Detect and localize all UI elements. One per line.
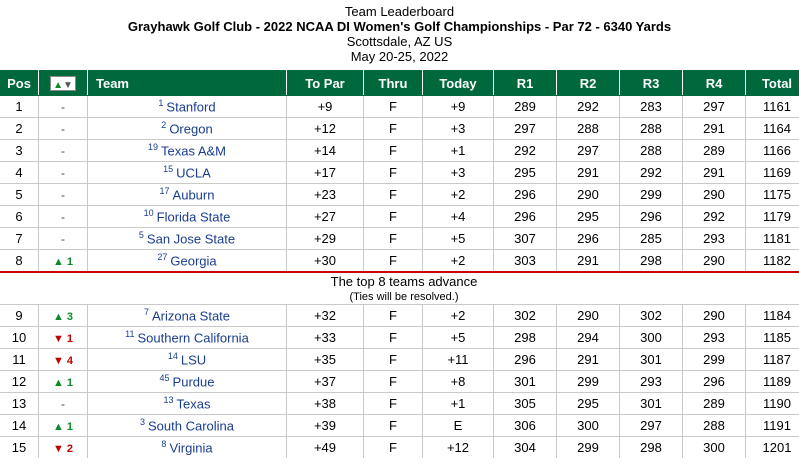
team-seed: 17 bbox=[159, 186, 170, 197]
column-header-move[interactable] bbox=[39, 71, 88, 96]
cell-r3: 288 bbox=[620, 140, 683, 162]
cell-pos: 11 bbox=[0, 349, 39, 371]
cell-total: 1187 bbox=[746, 349, 799, 371]
cell-move: ▲ 1 bbox=[39, 415, 88, 437]
cell-r2: 294 bbox=[557, 327, 620, 349]
table-row[interactable] bbox=[0, 371, 799, 393]
cell-r2: 291 bbox=[557, 250, 620, 273]
cell-pos: 9 bbox=[0, 305, 39, 327]
cell-total: 1166 bbox=[746, 140, 799, 162]
cell-move: ▼ 1 bbox=[39, 327, 88, 349]
cell-to-par: +35 bbox=[287, 349, 364, 371]
team-seed: 2 bbox=[161, 120, 167, 131]
team-name[interactable]: Georgia bbox=[170, 253, 217, 269]
cell-move: - bbox=[39, 140, 88, 162]
header-line-4: May 20-25, 2022 bbox=[350, 49, 449, 64]
cell-thru: F bbox=[364, 415, 423, 437]
cell-r3: 300 bbox=[620, 327, 683, 349]
cell-to-par: +23 bbox=[287, 184, 364, 206]
header-line-2: Grayhawk Golf Club - 2022 NCAA DI Women's Golf Championships - Par 72 - 6340 Yards bbox=[127, 19, 672, 34]
cell-team[interactable] bbox=[88, 140, 287, 162]
table-row[interactable] bbox=[0, 437, 799, 459]
cell-to-par: +39 bbox=[287, 415, 364, 437]
cell-move: - bbox=[39, 206, 88, 228]
cell-move: - bbox=[39, 228, 88, 250]
cell-thru: F bbox=[364, 250, 423, 273]
team-seed: 14 bbox=[167, 351, 178, 362]
column-header-today[interactable]: Today bbox=[423, 71, 494, 96]
team-name[interactable]: Texas bbox=[176, 396, 211, 412]
cell-pos: 1 bbox=[0, 96, 39, 118]
cell-today: +4 bbox=[423, 206, 494, 228]
cell-team[interactable] bbox=[88, 184, 287, 206]
cell-total: 1169 bbox=[746, 162, 799, 184]
cell-r4: 288 bbox=[683, 415, 746, 437]
table-body bbox=[0, 96, 799, 459]
cell-r2: 291 bbox=[557, 162, 620, 184]
cell-total: 1182 bbox=[746, 250, 799, 273]
cutline-sub-text: (Ties will be resolved.) bbox=[349, 291, 459, 303]
cutline-row bbox=[0, 272, 799, 305]
team-name[interactable]: Purdue bbox=[172, 374, 215, 390]
table-header bbox=[0, 71, 799, 96]
table-row[interactable] bbox=[0, 162, 799, 184]
cutline-cell bbox=[0, 272, 799, 305]
table-row[interactable] bbox=[0, 228, 799, 250]
cell-r1: 306 bbox=[494, 415, 557, 437]
column-header-total[interactable]: Total bbox=[746, 71, 799, 96]
team-seed: 5 bbox=[138, 230, 144, 241]
team-name[interactable]: South Carolina bbox=[148, 418, 234, 434]
cell-today: +1 bbox=[423, 140, 494, 162]
cell-total: 1189 bbox=[746, 371, 799, 393]
table-row[interactable] bbox=[0, 140, 799, 162]
cell-r1: 307 bbox=[494, 228, 557, 250]
column-header-r2[interactable]: R2 bbox=[557, 71, 620, 96]
cell-r1: 304 bbox=[494, 437, 557, 459]
cell-r3: 301 bbox=[620, 393, 683, 415]
cell-r4: 293 bbox=[683, 327, 746, 349]
cell-thru: F bbox=[364, 371, 423, 393]
cell-r1: 301 bbox=[494, 371, 557, 393]
header-row bbox=[0, 71, 799, 96]
cell-r3: 297 bbox=[620, 415, 683, 437]
cell-r3: 288 bbox=[620, 118, 683, 140]
cell-today: +2 bbox=[423, 250, 494, 273]
cell-today: +8 bbox=[423, 371, 494, 393]
cell-to-par: +49 bbox=[287, 437, 364, 459]
cell-team[interactable] bbox=[88, 305, 287, 327]
cell-r2: 297 bbox=[557, 140, 620, 162]
cell-to-par: +30 bbox=[287, 250, 364, 273]
team-name[interactable]: Oregon bbox=[169, 121, 213, 137]
cell-team[interactable] bbox=[88, 228, 287, 250]
cell-move: ▲ 1 bbox=[39, 371, 88, 393]
cell-team[interactable] bbox=[88, 349, 287, 371]
cell-thru: F bbox=[364, 118, 423, 140]
table-row[interactable] bbox=[0, 184, 799, 206]
table-row[interactable] bbox=[0, 206, 799, 228]
team-seed: 7 bbox=[143, 307, 149, 318]
cell-r2: 295 bbox=[557, 206, 620, 228]
cell-thru: F bbox=[364, 349, 423, 371]
team-name[interactable]: San Jose State bbox=[146, 231, 236, 247]
team-seed: 45 bbox=[159, 373, 170, 384]
cell-pos: 7 bbox=[0, 228, 39, 250]
cell-team[interactable] bbox=[88, 250, 287, 273]
cell-move: ▲ 3 bbox=[39, 305, 88, 327]
cell-pos: 12 bbox=[0, 371, 39, 393]
cell-r3: 298 bbox=[620, 250, 683, 273]
cutline-main-text: The top 8 teams advance bbox=[330, 274, 478, 289]
cell-today: +11 bbox=[423, 349, 494, 371]
cell-pos: 6 bbox=[0, 206, 39, 228]
cell-r2: 300 bbox=[557, 415, 620, 437]
cell-pos: 2 bbox=[0, 118, 39, 140]
cell-r1: 295 bbox=[494, 162, 557, 184]
column-header-team[interactable]: Team bbox=[88, 71, 287, 96]
team-name[interactable]: Stanford bbox=[166, 99, 216, 115]
leaderboard-table bbox=[0, 70, 799, 458]
cell-r2: 295 bbox=[557, 393, 620, 415]
cell-r4: 289 bbox=[683, 393, 746, 415]
table-row[interactable] bbox=[0, 393, 799, 415]
cell-total: 1190 bbox=[746, 393, 799, 415]
cell-pos: 8 bbox=[0, 250, 39, 273]
cell-r1: 305 bbox=[494, 393, 557, 415]
column-header-r4[interactable]: R4 bbox=[683, 71, 746, 96]
cell-r1: 297 bbox=[494, 118, 557, 140]
cell-to-par: +33 bbox=[287, 327, 364, 349]
cell-team[interactable] bbox=[88, 96, 287, 118]
cell-team[interactable] bbox=[88, 327, 287, 349]
cell-to-par: +12 bbox=[287, 118, 364, 140]
cell-to-par: +37 bbox=[287, 371, 364, 393]
cell-r3: 301 bbox=[620, 349, 683, 371]
team-seed: 19 bbox=[147, 142, 158, 153]
cell-r4: 292 bbox=[683, 206, 746, 228]
cell-to-par: +9 bbox=[287, 96, 364, 118]
cell-r4: 290 bbox=[683, 250, 746, 273]
column-header-thru[interactable]: Thru bbox=[364, 71, 423, 96]
cell-r1: 303 bbox=[494, 250, 557, 273]
cell-move: ▲ 1 bbox=[39, 250, 88, 273]
cell-r4: 290 bbox=[683, 305, 746, 327]
cell-today: +2 bbox=[423, 184, 494, 206]
cell-move: - bbox=[39, 162, 88, 184]
cell-r1: 289 bbox=[494, 96, 557, 118]
table-row[interactable] bbox=[0, 118, 799, 140]
cell-r2: 291 bbox=[557, 349, 620, 371]
cell-move: - bbox=[39, 393, 88, 415]
cell-total: 1164 bbox=[746, 118, 799, 140]
cell-total: 1201 bbox=[746, 437, 799, 459]
team-seed: 10 bbox=[143, 208, 154, 219]
cell-r4: 291 bbox=[683, 162, 746, 184]
column-header-r1[interactable]: R1 bbox=[494, 71, 557, 96]
cell-r2: 296 bbox=[557, 228, 620, 250]
cell-pos: 3 bbox=[0, 140, 39, 162]
cell-r1: 292 bbox=[494, 140, 557, 162]
cell-r2: 299 bbox=[557, 437, 620, 459]
cell-pos: 13 bbox=[0, 393, 39, 415]
team-name[interactable]: Texas A&M bbox=[160, 143, 227, 159]
cell-thru: F bbox=[364, 305, 423, 327]
column-header-r3[interactable]: R3 bbox=[620, 71, 683, 96]
cell-pos: 4 bbox=[0, 162, 39, 184]
cell-r2: 299 bbox=[557, 371, 620, 393]
column-header-pos[interactable]: Pos bbox=[0, 71, 39, 96]
cell-total: 1179 bbox=[746, 206, 799, 228]
page-header bbox=[0, 0, 799, 70]
table-row[interactable] bbox=[0, 250, 799, 273]
cell-total: 1185 bbox=[746, 327, 799, 349]
team-name[interactable]: Southern California bbox=[137, 330, 249, 346]
cell-move: - bbox=[39, 118, 88, 140]
team-seed: 27 bbox=[157, 252, 168, 263]
team-seed: 11 bbox=[125, 329, 135, 340]
cell-r3: 292 bbox=[620, 162, 683, 184]
cell-today: +5 bbox=[423, 327, 494, 349]
cell-r1: 302 bbox=[494, 305, 557, 327]
cell-today: +2 bbox=[423, 305, 494, 327]
cell-team[interactable] bbox=[88, 162, 287, 184]
column-header-to-par[interactable]: To Par bbox=[287, 71, 364, 96]
team-seed: 1 bbox=[158, 98, 164, 109]
team-seed: 13 bbox=[163, 395, 174, 406]
cell-pos: 5 bbox=[0, 184, 39, 206]
cell-r3: 296 bbox=[620, 206, 683, 228]
cell-thru: F bbox=[364, 162, 423, 184]
cell-r4: 293 bbox=[683, 228, 746, 250]
header-line-3: Scottsdale, AZ US bbox=[346, 34, 453, 49]
cell-r2: 290 bbox=[557, 184, 620, 206]
header-line-1: Team Leaderboard bbox=[344, 4, 455, 19]
cell-thru: F bbox=[364, 184, 423, 206]
cell-to-par: +17 bbox=[287, 162, 364, 184]
cell-team[interactable] bbox=[88, 415, 287, 437]
cell-r3: 298 bbox=[620, 437, 683, 459]
cell-thru: F bbox=[364, 393, 423, 415]
cell-total: 1181 bbox=[746, 228, 799, 250]
cell-r3: 293 bbox=[620, 371, 683, 393]
team-seed: 8 bbox=[161, 439, 167, 450]
table-row[interactable] bbox=[0, 96, 799, 118]
team-seed: 15 bbox=[163, 164, 174, 175]
cell-today: +3 bbox=[423, 118, 494, 140]
cell-to-par: +38 bbox=[287, 393, 364, 415]
cell-team[interactable] bbox=[88, 437, 287, 459]
cell-r4: 289 bbox=[683, 140, 746, 162]
cell-today: +12 bbox=[423, 437, 494, 459]
cell-team[interactable] bbox=[88, 371, 287, 393]
cell-to-par: +14 bbox=[287, 140, 364, 162]
cell-r2: 292 bbox=[557, 96, 620, 118]
team-name[interactable]: Arizona State bbox=[151, 308, 231, 324]
table-row[interactable] bbox=[0, 349, 799, 371]
cell-today: E bbox=[423, 415, 494, 437]
cell-thru: F bbox=[364, 96, 423, 118]
team-name[interactable]: Florida State bbox=[156, 209, 231, 225]
cell-to-par: +29 bbox=[287, 228, 364, 250]
table-row[interactable] bbox=[0, 415, 799, 437]
cell-team[interactable] bbox=[88, 118, 287, 140]
cell-r4: 300 bbox=[683, 437, 746, 459]
cell-thru: F bbox=[364, 327, 423, 349]
team-name[interactable]: Virginia bbox=[169, 440, 213, 456]
cell-r4: 297 bbox=[683, 96, 746, 118]
team-name[interactable]: UCLA bbox=[176, 165, 211, 181]
team-name[interactable]: LSU bbox=[180, 352, 207, 368]
cell-today: +3 bbox=[423, 162, 494, 184]
cell-today: +9 bbox=[423, 96, 494, 118]
cell-thru: F bbox=[364, 437, 423, 459]
cell-r1: 296 bbox=[494, 184, 557, 206]
sort-arrows-icon[interactable]: ▲▼ bbox=[50, 76, 76, 91]
cell-r1: 296 bbox=[494, 349, 557, 371]
cell-to-par: +32 bbox=[287, 305, 364, 327]
cell-to-par: +27 bbox=[287, 206, 364, 228]
cell-total: 1191 bbox=[746, 415, 799, 437]
cell-team[interactable] bbox=[88, 393, 287, 415]
cell-thru: F bbox=[364, 206, 423, 228]
cell-today: +5 bbox=[423, 228, 494, 250]
cell-r1: 298 bbox=[494, 327, 557, 349]
cell-r2: 290 bbox=[557, 305, 620, 327]
team-seed: 3 bbox=[139, 417, 145, 428]
cell-r4: 296 bbox=[683, 371, 746, 393]
cell-move: ▼ 4 bbox=[39, 349, 88, 371]
cell-move: - bbox=[39, 184, 88, 206]
cell-r2: 288 bbox=[557, 118, 620, 140]
cell-move: - bbox=[39, 96, 88, 118]
cell-r1: 296 bbox=[494, 206, 557, 228]
cell-total: 1175 bbox=[746, 184, 799, 206]
cell-total: 1184 bbox=[746, 305, 799, 327]
cell-team[interactable] bbox=[88, 206, 287, 228]
cell-r4: 290 bbox=[683, 184, 746, 206]
cell-pos: 15 bbox=[0, 437, 39, 459]
cell-thru: F bbox=[364, 140, 423, 162]
team-name[interactable]: Auburn bbox=[172, 187, 215, 203]
cell-r4: 299 bbox=[683, 349, 746, 371]
cell-pos: 14 bbox=[0, 415, 39, 437]
cell-r4: 291 bbox=[683, 118, 746, 140]
table-row[interactable] bbox=[0, 327, 799, 349]
cell-today: +1 bbox=[423, 393, 494, 415]
cell-r3: 285 bbox=[620, 228, 683, 250]
table-row[interactable] bbox=[0, 305, 799, 327]
cell-pos: 10 bbox=[0, 327, 39, 349]
cell-r3: 283 bbox=[620, 96, 683, 118]
cell-thru: F bbox=[364, 228, 423, 250]
cell-move: ▼ 2 bbox=[39, 437, 88, 459]
cell-total: 1161 bbox=[746, 96, 799, 118]
cell-r3: 299 bbox=[620, 184, 683, 206]
cell-r3: 302 bbox=[620, 305, 683, 327]
